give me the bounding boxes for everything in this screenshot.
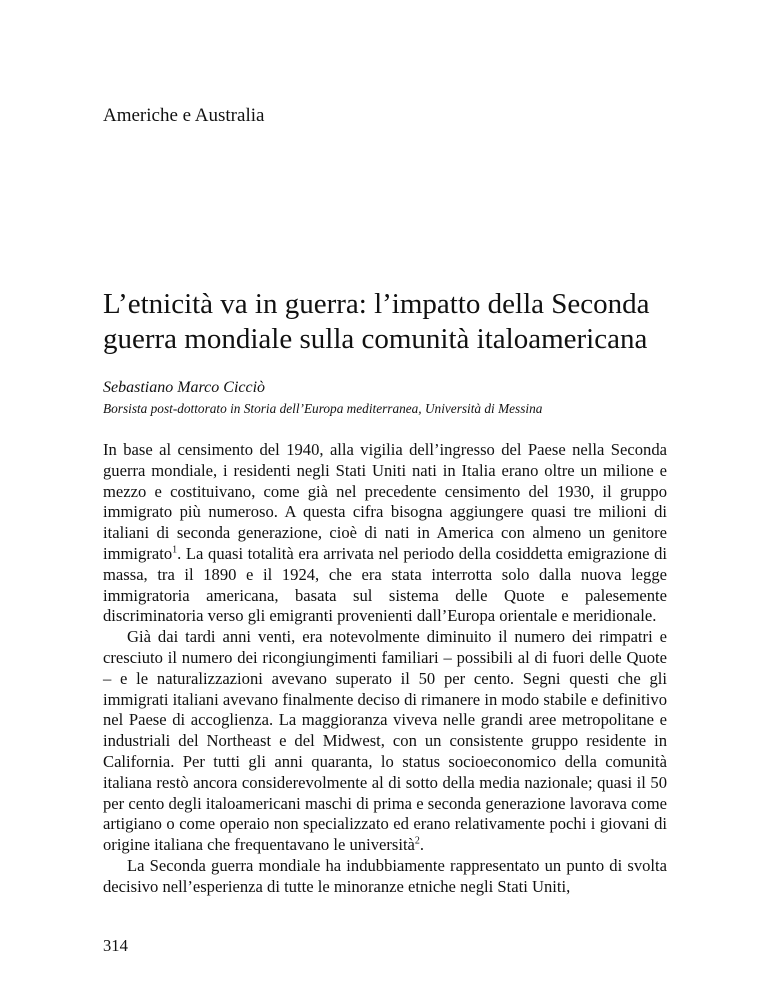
footnote-ref-1[interactable]: 1: [172, 544, 178, 556]
section-header: Americhe e Australia: [103, 105, 265, 126]
page-number: 314: [103, 936, 128, 955]
article-body: [103, 440, 667, 898]
author-affiliation: Borsista post-dottorato in Storia dell’Europa mediterranea, Università di Messina: [103, 401, 543, 416]
paragraph-text: . La quasi totalità era arrivata nel periodo della cosiddetta emigrazione di massa, tra il 1890 e il 1924, che era stata interrotta solo dalla nuova legge immigratoria americana, basata sul sistema delle Quote e palesemente discriminatoria verso gli emigranti provenienti dall’Europa orientale e meridionale.: [103, 543, 667, 626]
body-paragraph: [103, 440, 667, 627]
body-paragraph: [103, 856, 667, 898]
paragraph-text: .: [419, 835, 425, 855]
footnote-ref-2[interactable]: 2: [414, 835, 420, 847]
article-title: L’etnicità va in guerra: l’impatto della Seconda guerra mondiale sulla comunità italoamericana: [103, 288, 650, 355]
body-paragraph: [103, 627, 667, 856]
paragraph-text: La Seconda guerra mondiale ha indubbiamente rappresentato un punto di svolta decisivo nell’esperienza di tutte le minoranze etniche negli Stati Uniti,: [103, 855, 667, 896]
paragraph-text: In base al censimento del 1940, alla vigilia dell’ingresso del Paese nella Seconda guerra mondiale, i residenti negli Stati Uniti nati in Italia erano oltre un milione e mezzo e costituivano, come già nel precedente censimento del 1930, il gruppo immigrato più numeroso. A questa cifra bisogna aggiungere quasi tre milioni di italiani di seconda generazione, cioè di nati in America con almeno un genitore immigrato: [103, 440, 667, 563]
paragraph-text: Già dai tardi anni venti, era notevolmente diminuito il numero dei rimpatri e cresciuto il numero dei ricongiungimenti familiari – possibili al di fuori delle Quote – e le naturalizzazioni avevano superato il 50 per cento. Segni questi che gli immigrati italiani avevano finalmente deciso di rimanere in modo stabile e definitivo nel Paese di accoglienza. La maggioranza viveva nelle grandi aree metropolitane e industriali del Northeast e del Midwest, con un consistente gruppo residente in California. Per tutti gli anni quaranta, lo status socioeconomico della comunità italiana restò ancora considerevolmente al di sotto della media nazionale; quasi il 50 per cento degli italoamericani maschi di prima e seconda generazione lavorava come artigiano o come operaio non specializzato ed erano relativamente pochi i giovani di origine italiana che frequentavano le università: [103, 627, 667, 855]
author-name: Sebastiano Marco Cicciò: [103, 379, 266, 396]
